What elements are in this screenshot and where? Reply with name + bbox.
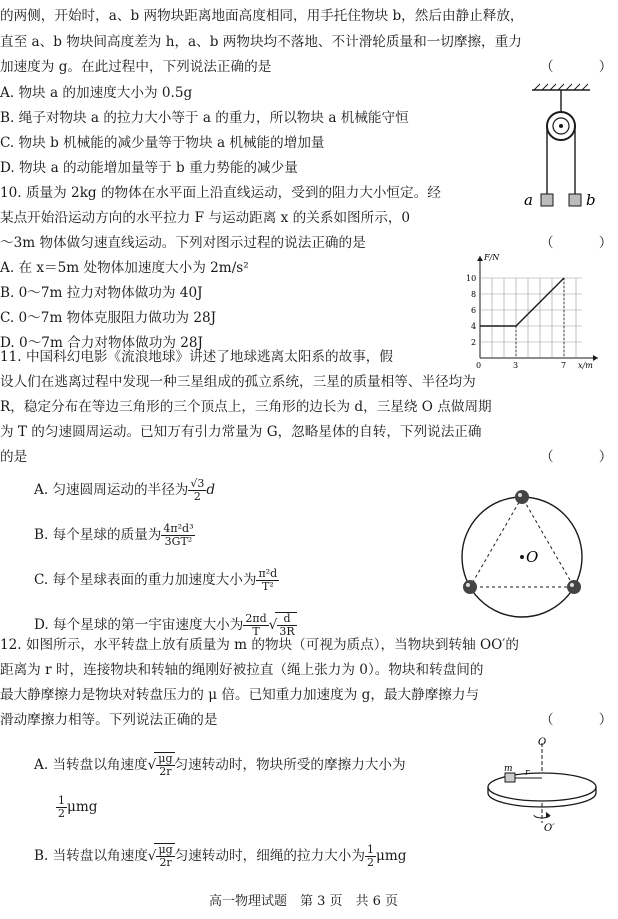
xtick-7: 7 [561,361,567,370]
ytick-6: 6 [471,306,477,315]
q10-option-a: A. 在 x＝5m 处物体加速度大小为 2m/s² [0,260,249,276]
q10-option-d: D. 0～7m 合力对物体做功为 28J [0,335,203,351]
q12-line-1: 12. 如图所示，水平转盘上放有质量为 m 的物块（可视为质点），当物块到转轴 OO′的 [0,637,519,653]
q11-line-5: 的是 [0,449,28,465]
q11-line-3: R，稳定分布在等边三角形的三个顶点上，三角形的边长为 d，三星绕 O 点做周期 [0,399,492,415]
turntable-figure [480,735,605,835]
axis-o-prime-label: O′ [544,823,555,834]
q9-option-b: B. 绳子对物块 a 的拉力大小等于 a 的重力，所以物块 a 机械能守恒 [0,110,409,126]
ytick-8: 8 [471,290,477,299]
three-star-figure [422,488,602,618]
q10-line-1: 10. 质量为 2kg 的物体在水平面上沿直线运动，受到的阻力大小恒定。经 [0,185,441,201]
q10-line-2: 某点开始沿运动方向的水平拉力 F 与运动距离 x 的关系如图所示，0 [0,210,411,226]
block-b-label: b [586,191,596,209]
pulley-figure [510,84,607,212]
q10-answer-blank: （ ） [540,235,618,251]
q12-line-3: 最大静摩擦力是物块对转盘压力的 μ 倍。已知重力加速度为 g，最大静摩擦力与 [0,687,480,703]
force-distance-graph [462,250,602,370]
q9-option-a: A. 物块 a 的加速度大小为 0.5g [0,85,193,101]
page-footer: 高一物理试题 第 3 页 共 6 页 [208,894,399,909]
q9-line-2: 直至 a、b 物块间高度差为 h，a、b 两物块均不落地、不计滑轮质量和一切摩擦，重力 [0,34,522,50]
q12-answer-blank: （ ） [540,712,618,728]
q11-option-c: C. 每个星球表面的重力加速度大小为 $\frac{\text{π²d}}{\text{T²}}$ [34,567,278,593]
q12-line-2: 距离为 r 时，连接物块和转轴的绳刚好被拉直（绳上张力为 0）。物块和转盘间的 [0,662,484,678]
q11-option-a: A. 匀速圆周运动的半径为 $\frac{√3}{2}$ d [34,477,216,503]
ytick-2: 2 [471,338,477,347]
q9-line-3: 加速度为 g。在此过程中，下列说法正确的是 [0,59,272,75]
xtick-3: 3 [513,361,519,370]
q11-line-2: 设人们在逃离过程中发现一种三星组成的孤立系统，三星的质量相等、半径均为 [0,374,476,390]
q9-option-d: D. 物块 a 的动能增加量等于 b 重力势能的减少量 [0,160,298,176]
q11-option-d: D. 每个星球的第一宇宙速度大小为 $\frac{2\pi d}{T}$ √ $\frac{d}{3R}$ [34,612,295,638]
q12-line-4: 滑动摩擦力相等。下列说法正确的是 [0,712,218,728]
radius-r-label: r [525,768,530,778]
q10-option-b: B. 0～7m 拉力对物体做功为 40J [0,285,203,301]
xtick-0: 0 [476,361,482,370]
q12-option-a: A. 当转盘以角速度√ $\frac{\mu g}{2r}$ 匀速转动时，物块所受的摩擦力大小为 [34,752,406,778]
q9-line-1: 的两侧，开始时，a、b 两物块距离地面高度相同，用手托住物块 b，然后由静止释放， [0,8,524,24]
q11-line-4: 为 T 的匀速圆周运动。已知万有引力常量为 G，忽略星体的自转，下列说法正确 [0,424,482,440]
q12-option-a-cont: $\frac{1}{2}$ μmg [58,794,98,820]
ytick-4: 4 [471,322,477,331]
center-o-label: O [526,548,539,566]
q11-line-1: 11. 中国科幻电影《流浪地球》讲述了地球逃离太阳系的故事，假 [0,349,393,365]
q11-option-b: B. 每个星球的质量为 $\frac{\text{4π²d³}}{\text{3GT²}}$ [34,522,194,548]
graph-ylabel: F/N [484,253,500,262]
graph-xlabel: x/m [578,361,593,370]
q9-answer-blank: （ ） [540,59,618,75]
q11-answer-blank: （ ） [540,449,618,465]
q10-line-3: ～3m 物体做匀速直线运动。下列对图示过程的说法正确的是 [0,235,366,251]
ytick-10: 10 [466,274,477,283]
q12-option-b: B. 当转盘以角速度√ $\frac{\mu g}{2r}$ 匀速转动时，细绳的拉力大小为 $\frac{1}{2}$ μmg [34,843,407,869]
q10-option-c: C. 0～7m 物体克服阻力做功为 28J [0,310,217,326]
mass-m-label: m [504,764,513,774]
block-a-label: a [524,191,533,209]
q9-option-c: C. 物块 b 机械能的减少量等于物块 a 机械能的增加量 [0,135,325,151]
axis-o-label: O [538,737,547,748]
